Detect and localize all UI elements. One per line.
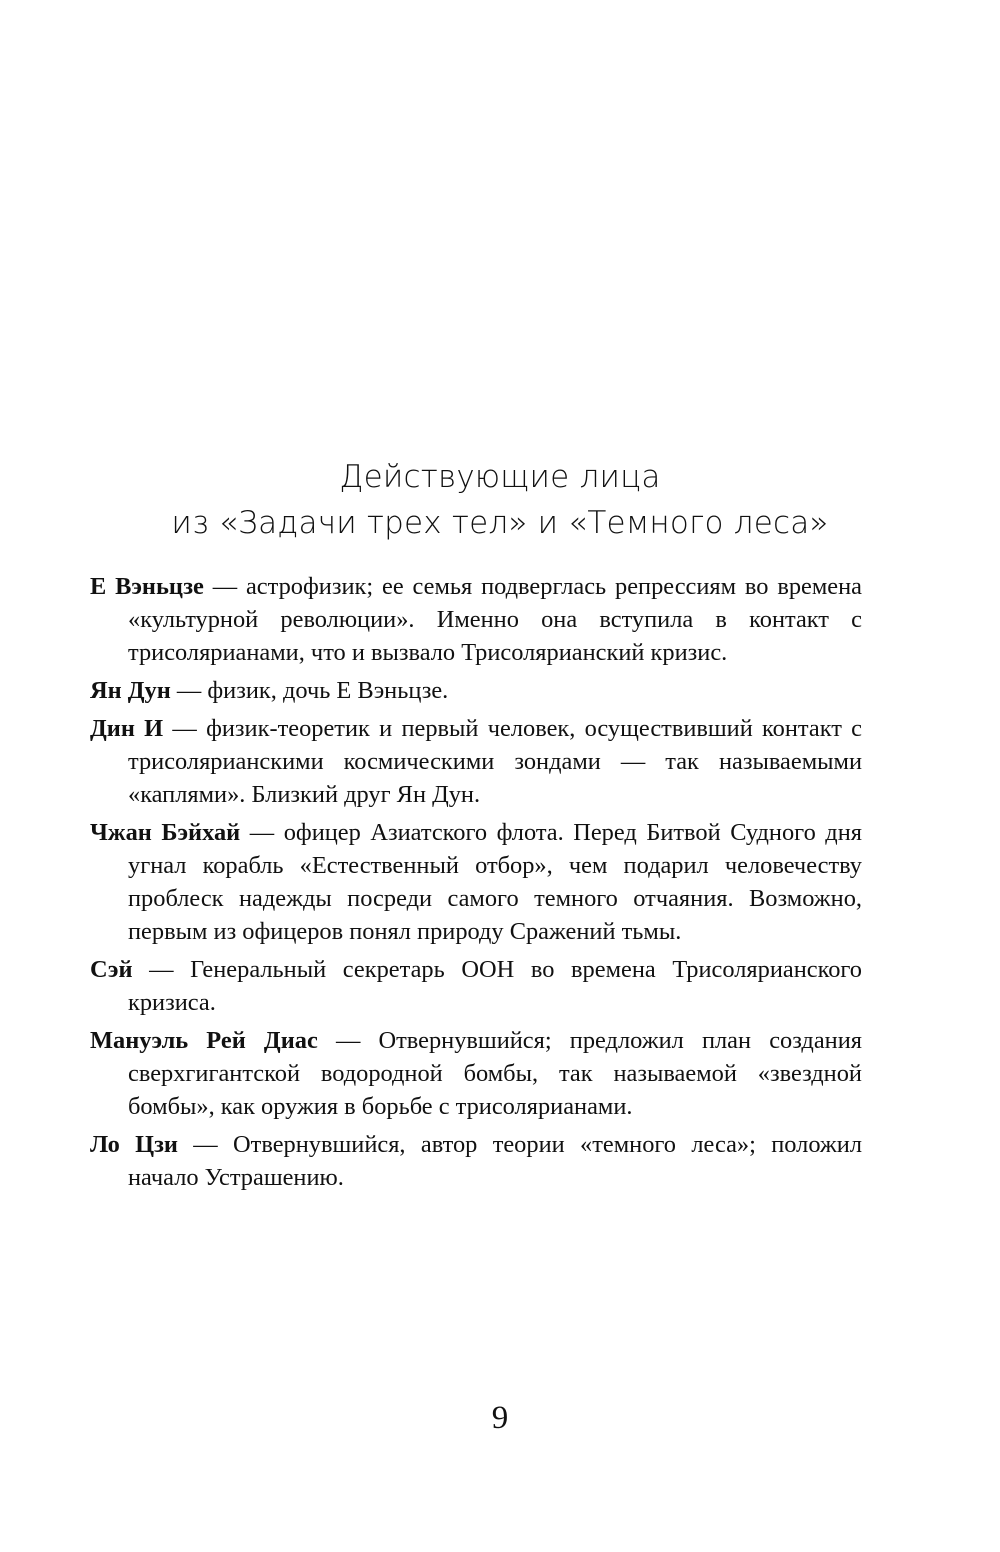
character-description: — офицер Азиатского флота. Перед Битвой Судного дня угнал корабль «Естественный отбор», чем подарил человечеству проблеск надежды посреди самого темного отчаяния. Возможно, первым из офицеров понял природу Сражений тьмы. (128, 819, 862, 945)
character-entry (90, 674, 862, 707)
character-name: Ло Цзи (90, 1131, 178, 1158)
character-name: Сэй (90, 956, 133, 983)
character-description: — физик, дочь Е Вэньцзе. (170, 677, 449, 704)
character-entry (90, 816, 862, 948)
section-subtitle: из «Задачи трех тел» и «Темного леса» (171, 505, 829, 541)
character-entry (90, 570, 862, 669)
character-description: — физик-теоретик и первый человек, осуществивший контакт с трисолярианскими космическими зондами — так называемыми «каплями». Близкий друг Ян Дун. (128, 715, 862, 808)
character-name: Мануэль Рей Диас (90, 1027, 318, 1054)
character-name: Е Вэньцзе (90, 573, 204, 600)
character-description: — Отвернувшийся, автор теории «темного леса»; положил начало Устрашению. (128, 1131, 862, 1191)
page-number: 9 (491, 1400, 509, 1436)
character-entry (90, 1024, 862, 1123)
character-list (90, 570, 862, 1199)
character-description: — астрофизик; ее семья подверглась репрессиям во времена «культурной революции». Именно она вступила в контакт с трисолярианами, что и вызвало Трисолярианский кризис. (128, 573, 863, 666)
section-title: Действующие лица (339, 459, 661, 495)
character-entry (90, 712, 862, 811)
character-description: — Генеральный секретарь ООН во времена Трисолярианского кризиса. (128, 956, 862, 1016)
character-entry (90, 953, 862, 1019)
character-name: Чжан Бэйхай (90, 819, 241, 846)
character-entry (90, 1128, 862, 1194)
character-name: Дин И (90, 715, 164, 742)
character-description: — Отвернувшийся; предложил план создания сверхгигантской водородной бомбы, так называемой «звездной бомбы», как оружия в борьбе с трисолярианами. (128, 1027, 862, 1120)
character-name: Ян Дун (90, 677, 171, 704)
